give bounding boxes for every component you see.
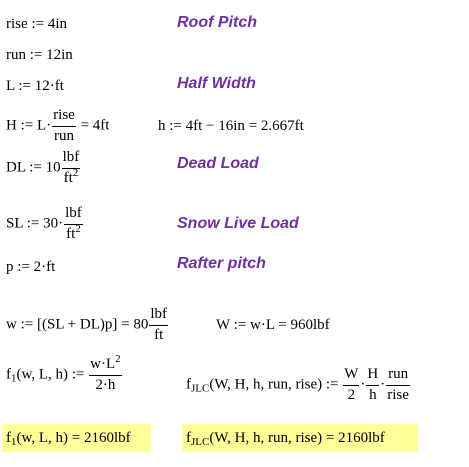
fraction-denominator: 2·h	[95, 376, 116, 393]
DL-coef: 10	[45, 159, 61, 176]
wL-term: w·L	[90, 356, 116, 372]
f1-args: (w, L, h)	[16, 366, 69, 383]
H-result: 4ft	[92, 117, 110, 134]
rise-definition[interactable]	[6, 17, 67, 32]
run-definition[interactable]	[6, 48, 73, 63]
L-value: 12·ft	[34, 78, 64, 94]
fraction-denominator: h	[369, 386, 377, 403]
assign-op: :=	[71, 366, 85, 383]
assign-op: :=	[29, 159, 42, 176]
fraction-numerator: W	[343, 367, 359, 386]
fraction-denominator	[62, 166, 81, 187]
p-value: 2·ft	[33, 259, 56, 275]
dead-load-label: Dead Load	[177, 155, 259, 172]
H-coef: L·	[36, 117, 52, 134]
H-definition[interactable]	[6, 108, 109, 145]
w-expression: [(SL + DL)p]	[36, 316, 118, 333]
fraction-numerator: lbf	[64, 206, 83, 225]
f1-args: (w, L, h)	[16, 430, 69, 446]
fJLC-result: 2160lbf	[338, 430, 385, 446]
assign-op: :=	[169, 118, 182, 134]
h-result: 2.667ft	[260, 118, 304, 134]
equals-sign: =	[121, 316, 130, 333]
W-over-2-fraction	[343, 367, 359, 404]
fJLC-args: (W, H, h, run, rise)	[209, 430, 323, 446]
h-expression: 4ft − 16in	[185, 118, 245, 134]
lbf-per-ft2-fraction	[64, 206, 83, 243]
fraction-numerator: rise	[52, 108, 76, 127]
L-definition[interactable]	[6, 79, 64, 94]
half-width-label: Half Width	[177, 75, 256, 92]
SL-var: SL	[6, 215, 23, 232]
SL-definition[interactable]	[6, 206, 84, 243]
w-definition[interactable]	[6, 307, 169, 344]
multiply-dot: ·	[380, 376, 386, 393]
exponent: 2	[75, 222, 81, 235]
lbf-per-ft2-fraction	[62, 150, 81, 187]
DL-var: DL	[6, 159, 26, 176]
w-var: w	[6, 316, 17, 333]
rise-value: 4in	[47, 16, 67, 32]
assign-op: :=	[26, 215, 40, 232]
fraction-numerator: run	[386, 367, 410, 386]
rise-var: rise	[6, 16, 28, 32]
lbf-per-ft-fraction	[149, 307, 168, 344]
f1-evaluation[interactable]	[6, 431, 131, 446]
L-var: L	[6, 78, 15, 94]
f1-name: f	[6, 366, 11, 383]
f1-name: f	[6, 430, 11, 446]
fraction-denominator: ft	[154, 326, 164, 343]
rise-over-run-fraction	[52, 108, 76, 145]
fJLC-definition[interactable]	[186, 367, 411, 404]
rafter-pitch-label: Rafter pitch	[177, 255, 266, 272]
fraction-denominator: run	[53, 127, 74, 144]
H-var: H	[6, 117, 17, 134]
assign-op: :=	[20, 117, 34, 134]
assign-op: :=	[325, 376, 339, 393]
fJLC-subscript: JLC	[191, 382, 210, 395]
exponent: 2	[72, 166, 79, 179]
W-var: W	[216, 317, 230, 333]
assign-op: :=	[20, 316, 34, 333]
fJLC-evaluation[interactable]	[186, 431, 385, 446]
exponent: 2	[115, 353, 121, 365]
f1-result: 2160lbf	[83, 430, 131, 446]
H-over-h-fraction	[366, 367, 379, 404]
run-value: 12in	[46, 47, 73, 63]
unit-ft: ft	[66, 225, 76, 242]
w-coef: 80	[133, 316, 149, 333]
fJLC-args: (W, H, h, run, rise)	[209, 376, 323, 393]
equals-sign: =	[325, 430, 335, 446]
fraction-denominator: 2	[347, 386, 356, 403]
assign-op: :=	[17, 259, 30, 275]
equals-sign: =	[80, 117, 90, 134]
W-expression: w·L	[250, 317, 275, 333]
W-result: 960lbf	[290, 317, 330, 333]
multiply-dot: ·	[360, 376, 366, 393]
snow-live-load-label: Snow Live Load	[177, 215, 299, 232]
fraction-numerator: lbf	[149, 307, 168, 326]
f1-subscript: 1	[11, 372, 17, 385]
assign-op: :=	[31, 16, 45, 32]
roof-pitch-label: Roof Pitch	[177, 14, 257, 31]
DL-definition[interactable]	[6, 150, 81, 187]
fraction-denominator	[64, 222, 83, 243]
h-var: h	[158, 118, 166, 134]
p-var: p	[6, 259, 14, 275]
p-definition[interactable]	[6, 260, 55, 275]
SL-coef: 30·	[43, 215, 64, 232]
fJLC-name: f	[186, 376, 191, 393]
fraction-numerator: H	[366, 367, 379, 386]
assign-op: :=	[18, 78, 31, 94]
equals-sign: =	[71, 430, 81, 446]
equals-sign: =	[278, 317, 287, 333]
fJLC-name: f	[186, 430, 191, 446]
fraction-numerator	[89, 353, 122, 376]
fJLC-subscript: JLC	[191, 436, 210, 448]
run-over-rise-fraction	[386, 367, 410, 404]
f1-definition[interactable]	[6, 353, 123, 394]
h-definition[interactable]	[158, 119, 304, 134]
f1-subscript: 1	[11, 436, 17, 448]
equals-sign: =	[248, 118, 258, 134]
assign-op: :=	[29, 47, 43, 63]
f1-fraction	[89, 353, 122, 394]
W-definition[interactable]	[216, 318, 330, 333]
fraction-numerator: lbf	[62, 150, 81, 169]
fraction-denominator: rise	[387, 386, 409, 403]
run-var: run	[6, 47, 26, 63]
assign-op: :=	[233, 317, 247, 333]
unit-ft: ft	[63, 169, 73, 186]
